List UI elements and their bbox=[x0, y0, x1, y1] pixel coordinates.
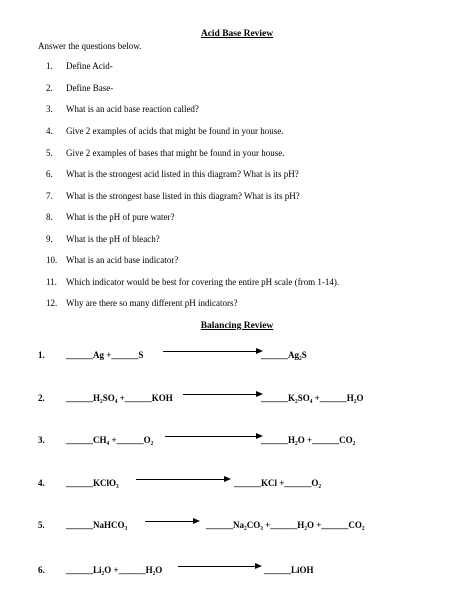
equation-reactants: ______Ag +______S bbox=[66, 350, 144, 360]
reaction-arrow bbox=[178, 563, 262, 571]
equation-number: 1. bbox=[38, 350, 45, 360]
question-item bbox=[46, 212, 174, 222]
question-number: 8. bbox=[46, 212, 53, 222]
question-item bbox=[46, 83, 113, 93]
question-number: 4. bbox=[46, 126, 53, 136]
question-item bbox=[46, 255, 178, 265]
question-item bbox=[46, 191, 300, 201]
question-text: Which indicator would be best for covering the entire pH scale (from 1-14). bbox=[66, 277, 340, 287]
question-number: 7. bbox=[46, 191, 53, 201]
question-text: Why are there so many different pH indicators? bbox=[66, 298, 238, 308]
equation-number: 6. bbox=[38, 565, 45, 575]
equation-number: 3. bbox=[38, 435, 45, 445]
question-item bbox=[46, 169, 299, 179]
equation-row bbox=[38, 393, 468, 409]
reaction-arrow bbox=[163, 348, 263, 356]
question-number: 2. bbox=[46, 83, 53, 93]
question-item bbox=[46, 234, 160, 244]
page-title: Acid Base Review bbox=[200, 29, 274, 39]
question-item bbox=[46, 298, 238, 308]
question-number: 3. bbox=[46, 104, 53, 114]
question-text: Give 2 examples of acids that might be found in your house. bbox=[66, 126, 284, 136]
question-text: Define Acid- bbox=[66, 61, 113, 71]
equation-products: ______K₂SO₄ +______H₂O bbox=[261, 393, 364, 403]
question-text: What is an acid base reaction called? bbox=[66, 104, 199, 114]
question-text: What is the pH of bleach? bbox=[66, 234, 160, 244]
question-number: 5. bbox=[46, 148, 53, 158]
reaction-arrow bbox=[145, 518, 200, 526]
question-item bbox=[46, 126, 283, 136]
equation-row bbox=[38, 350, 468, 366]
equation-row bbox=[38, 478, 468, 494]
question-item bbox=[46, 148, 284, 158]
equation-products: ______Na₂CO₃ +______H₂O +______CO₂ bbox=[206, 520, 365, 530]
question-text: What is the strongest acid listed in this diagram? What is its pH? bbox=[66, 169, 299, 179]
reaction-arrow bbox=[136, 476, 231, 484]
equation-row bbox=[38, 520, 468, 536]
equation-number: 4. bbox=[38, 478, 45, 488]
reaction-arrow bbox=[183, 391, 263, 399]
equation-products: ______Ag₂S bbox=[261, 350, 307, 360]
section-title: Balancing Review bbox=[200, 321, 274, 331]
question-number: 10. bbox=[46, 255, 58, 265]
equation-number: 2. bbox=[38, 393, 45, 403]
question-item bbox=[46, 277, 339, 287]
question-item bbox=[46, 104, 199, 114]
question-number: 9. bbox=[46, 234, 53, 244]
equation-row bbox=[38, 565, 468, 581]
question-number: 6. bbox=[46, 169, 53, 179]
equation-row bbox=[38, 435, 468, 451]
question-text: Define Base- bbox=[66, 83, 114, 93]
question-item bbox=[46, 61, 113, 71]
question-number: 12. bbox=[46, 298, 58, 308]
question-text: What is an acid base indicator? bbox=[66, 255, 179, 265]
equation-products: ______KCl +______O₂ bbox=[234, 478, 322, 488]
question-number: 1. bbox=[46, 61, 53, 71]
question-number: 11. bbox=[46, 277, 57, 287]
equation-number: 5. bbox=[38, 520, 45, 530]
equation-reactants: ______CH₄ +______O₂ bbox=[66, 435, 154, 445]
equation-reactants: ______H₂SO₄ +______KOH bbox=[66, 393, 173, 403]
question-text: What is the pH of pure water? bbox=[66, 212, 175, 222]
equation-reactants: ______Li₂O +______H₂O bbox=[66, 565, 163, 575]
instructions: Answer the questions below. bbox=[38, 41, 142, 51]
question-text: What is the strongest base listed in this diagram? What is its pH? bbox=[66, 191, 300, 201]
equation-products: ______H₂O +______CO₂ bbox=[261, 435, 356, 445]
question-text: Give 2 examples of bases that might be found in your house. bbox=[66, 148, 285, 158]
equation-products: ______LiOH bbox=[264, 565, 314, 575]
reaction-arrow bbox=[165, 433, 263, 441]
equation-reactants: ______KClO₃ bbox=[66, 478, 119, 488]
equation-reactants: ______NaHCO₃ bbox=[66, 520, 128, 530]
